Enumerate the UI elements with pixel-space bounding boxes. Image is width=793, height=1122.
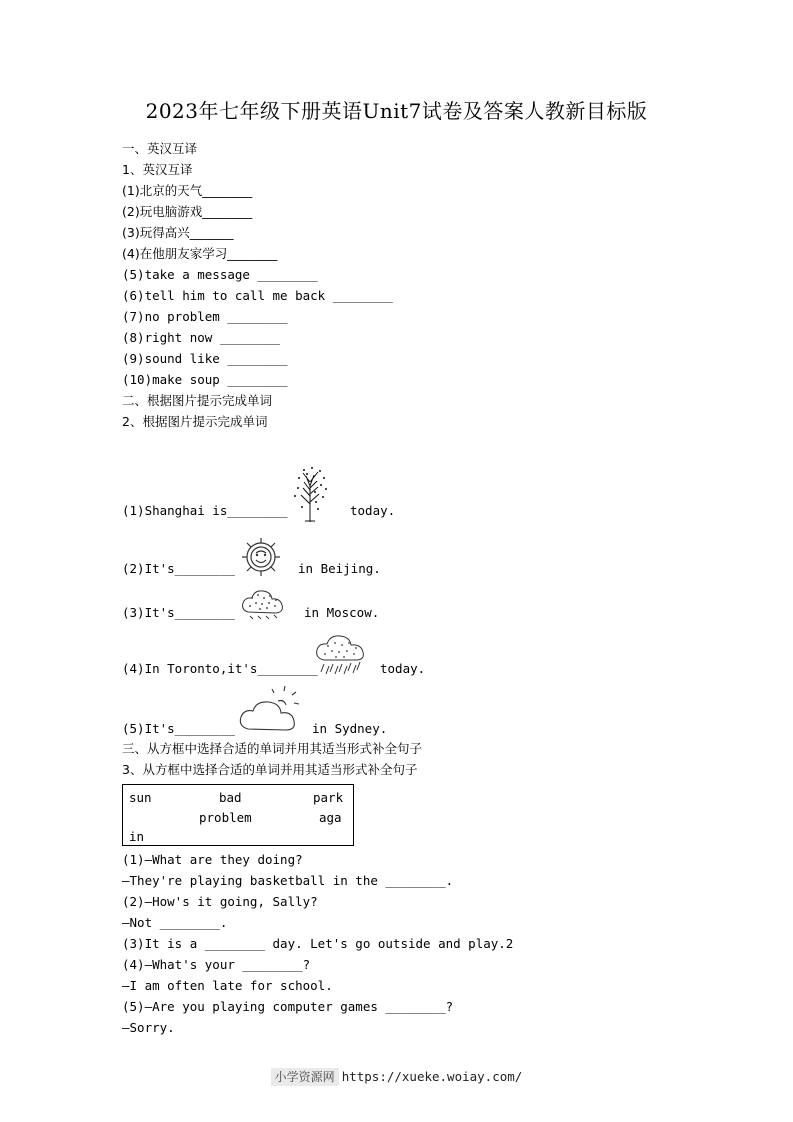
- question-item: (5)—Are you playing computer games ________?: [122, 999, 454, 1014]
- picture-question-text-after: in Moscow.: [304, 605, 380, 620]
- word-bank-item: in: [129, 829, 145, 844]
- question-item: —I am often late for school.: [122, 978, 333, 993]
- footer-watermark: [0, 1068, 793, 1086]
- question-item: (2)玩电脑游戏________: [122, 204, 253, 219]
- question-item: —They're playing basketball in the ________.: [122, 873, 454, 888]
- word-bank-item: aga: [319, 810, 342, 825]
- section-heading-2: 二、根据图片提示完成单词: [122, 393, 273, 408]
- question-item: (6)tell him to call me back ________: [122, 288, 393, 303]
- question-item: (1)—What are they doing?: [122, 852, 303, 867]
- picture-question-5: [122, 678, 682, 738]
- question-item: (4)在他朋友家学习________: [122, 246, 278, 261]
- windy-tree-icon: [290, 464, 334, 524]
- question-item: —Not ________.: [122, 915, 228, 930]
- rain-cloud-icon: [308, 632, 382, 682]
- picture-question-text-after: today.: [380, 661, 426, 676]
- picture-question-text-after: in Beijing.: [298, 561, 381, 576]
- cloudy-sun-icon: [234, 685, 312, 743]
- question-item: (10)make soup ________: [122, 372, 288, 387]
- sun-icon: [238, 534, 284, 580]
- word-bank-item: park: [313, 790, 344, 805]
- question-item: (5)take a message ________: [122, 267, 318, 282]
- word-bank-box: [122, 784, 354, 846]
- picture-question-text-before: (4)In Toronto,it's________: [122, 661, 318, 676]
- question-item: (2)—How's it going, Sally?: [122, 894, 318, 909]
- question-item: (3)It is a ________ day. Let's go outside and play.2: [122, 936, 514, 951]
- picture-question-text-before: (2)It's________: [122, 561, 235, 576]
- picture-question-1: [122, 458, 682, 520]
- section-subheading-2: 2、根据图片提示完成单词: [122, 414, 268, 429]
- word-bank-item: problem: [199, 810, 252, 825]
- picture-question-text-before: (1)Shanghai is________: [122, 503, 288, 518]
- question-item: (8)right now ________: [122, 330, 281, 345]
- question-item: (9)sound like ________: [122, 351, 288, 366]
- question-item: —Sorry.: [122, 1020, 175, 1035]
- word-bank-item: bad: [219, 790, 242, 805]
- question-item: (3)玩得高兴_______: [122, 225, 234, 240]
- question-item: (7)no problem ________: [122, 309, 288, 324]
- word-bank-item: sun: [129, 790, 152, 805]
- picture-question-text-after: in Sydney.: [312, 721, 388, 736]
- question-item: (1)北京的天气________: [122, 183, 253, 198]
- picture-question-text-after: today.: [350, 503, 396, 518]
- snow-cloud-icon: [236, 586, 296, 622]
- page-title: 2023年七年级下册英语Unit7试卷及答案人教新目标版: [145, 99, 648, 123]
- picture-question-4: [122, 622, 682, 678]
- picture-question-text-before: (5)It's________: [122, 721, 235, 736]
- picture-question-2: [122, 520, 682, 578]
- site-url: https://xueke.woiay.com/: [341, 1069, 523, 1084]
- question-item: (4)—What's your ________?: [122, 957, 311, 972]
- section-heading-3: 三、从方框中选择合适的单词并用其适当形式补全句子: [122, 741, 423, 756]
- section-heading-1: 一、英汉互译: [122, 141, 198, 156]
- document-body: [122, 138, 682, 1038]
- picture-question-3: [122, 578, 682, 622]
- section-subheading-1: 1、英汉互译: [122, 162, 193, 177]
- section-subheading-3: 3、从方框中选择合适的单词并用其适当形式补全句子: [122, 762, 418, 777]
- picture-question-text-before: (3)It's________: [122, 605, 235, 620]
- site-name: 小学资源网: [271, 1068, 339, 1086]
